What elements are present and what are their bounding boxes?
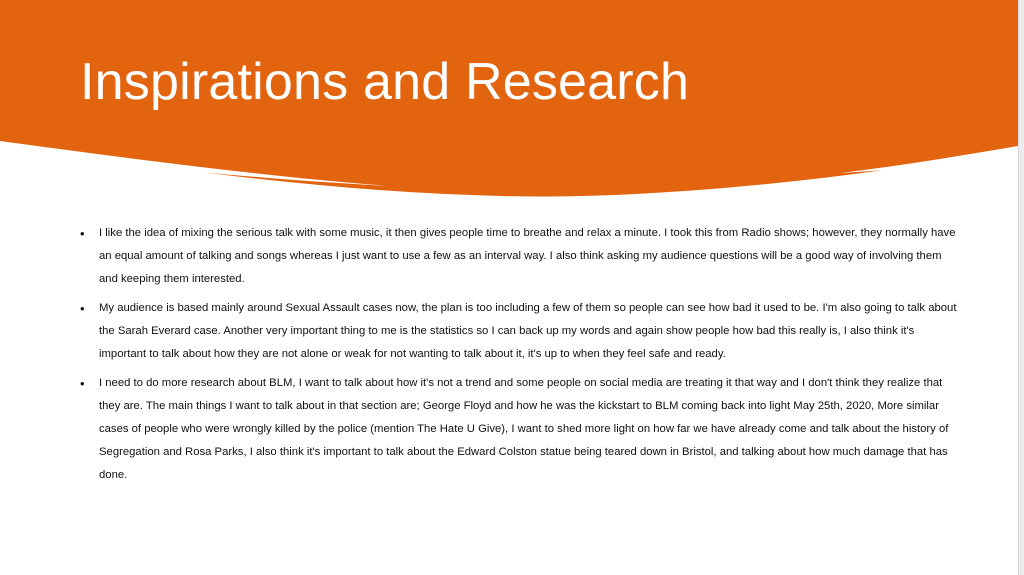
bullet-dot-icon: • — [80, 226, 85, 241]
bullet-item — [80, 372, 960, 487]
bullet-item — [80, 297, 960, 366]
bullet-list — [80, 222, 960, 493]
bullet-text: I like the idea of mixing the serious talk with some music, it then gives people time to breathe and relax a minute. I took this from Radio shows; however, they normally have an equal amount of talking and songs whereas I just want to use a few as an interval way. I also think asking my audience questions will be a good way of involving them and keeping them interested. — [99, 227, 956, 285]
slide-title: Inspirations and Research — [80, 53, 690, 111]
bullet-item — [80, 222, 960, 291]
window-edge — [1018, 0, 1024, 575]
bullet-dot-icon: • — [80, 301, 85, 316]
bullet-text: I need to do more research about BLM, I want to talk about how it's not a trend and some people on social media are treating it that way and I don't think they realize that they are. The main things I want to talk about in that section are; George Floyd and how he was the kickstart to BLM coming back into light May 25th, 2020, More similar cases of people who were wrongly killed by the police (mention The Hate U Give), I want to shed more light on how far we have already come and talk about the history of Segregation and Rosa Parks, I also think it's important to talk about the Edward Colston statue being teared down in Bristol, and talking about how much damage that has done. — [99, 377, 949, 481]
bullet-dot-icon: • — [80, 376, 85, 391]
bullet-text: My audience is based mainly around Sexual Assault cases now, the plan is too including a few of them so people can see how bad it used to be. I'm also going to talk about the Sarah Everard case. Another very important thing to me is the statistics so I can back up my words and again show people how bad this really is, I also think it's important to talk about how they are not alone or weak for not wanting to talk about it, it's up to when they feel safe and ready. — [99, 302, 957, 360]
